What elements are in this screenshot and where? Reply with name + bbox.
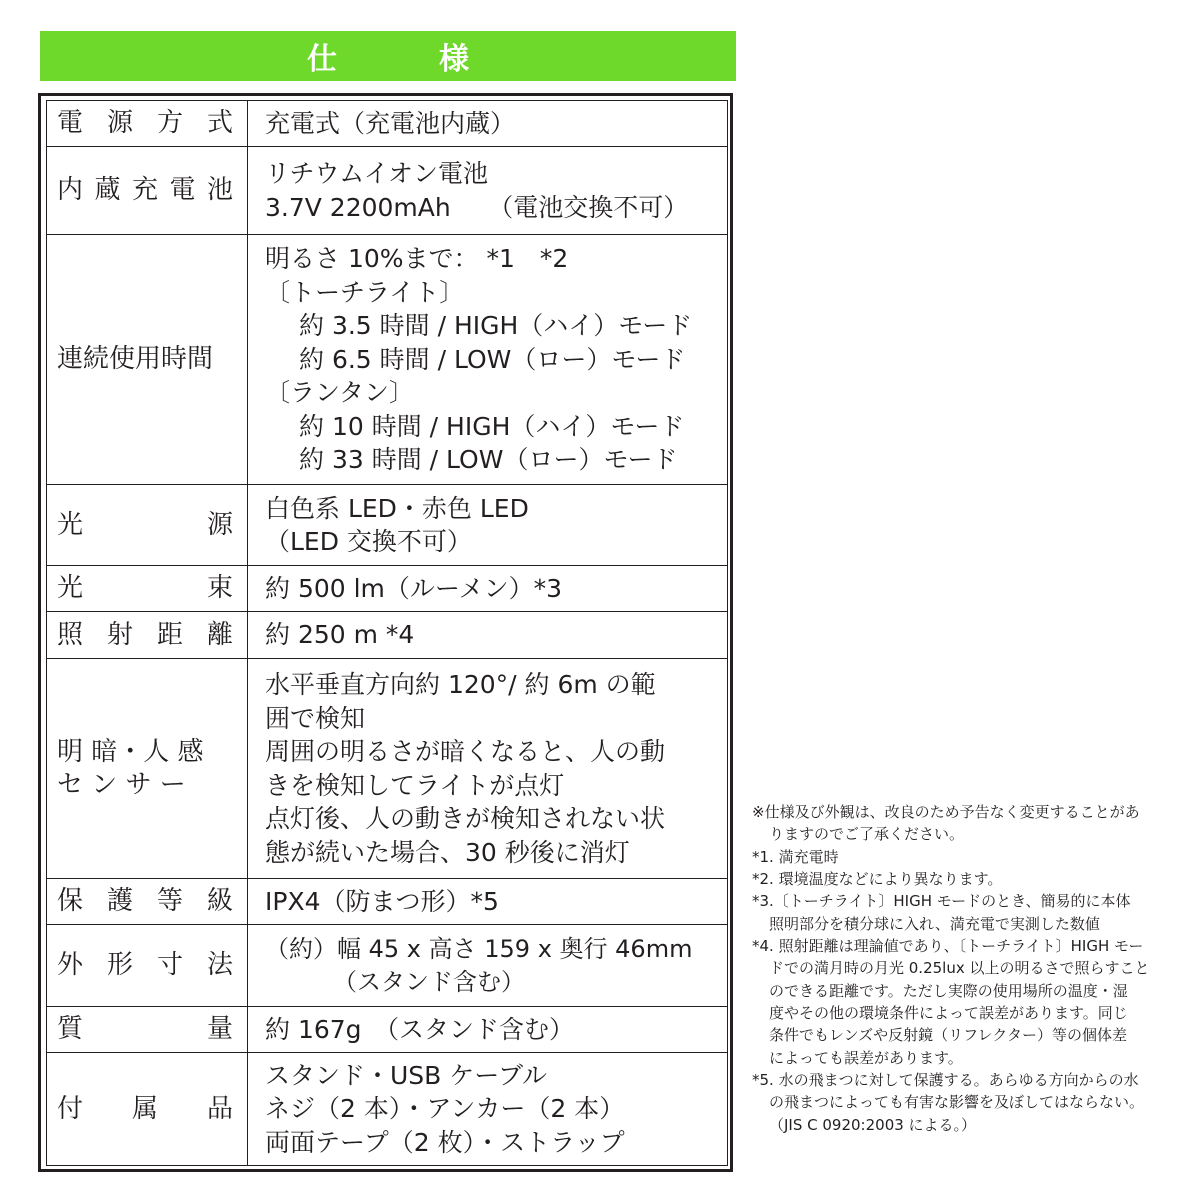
footnote: *4. 照射距離は理論値であり、〔トーチライト〕HIGH モー ドでの満月時の月光 0.25lux 以上の明るさで照らすこと のできる距離です。ただし実際の使用場所の温度・湿 度やその他の環境条件によって誤差があります。同じ 条件でもレンズや反射鏡（リフレクター）等の個体差 によっても誤差があります。: [752, 937, 1150, 1067]
row-value: IPX4（防まつ形）*5: [265, 886, 499, 916]
row-label: 連続使用時間: [47, 235, 248, 484]
spec-table: [46, 100, 728, 1166]
row-value: スタンド・USB ケーブル ネジ（2 本）・アンカー（2 本） 両面テープ（2 枚）・ストラップ: [265, 1060, 625, 1157]
spec-row-dimensions: [46, 924, 728, 1006]
row-value: リチウムイオン電池 3.7V 2200mAh （電池交換不可）: [265, 159, 689, 222]
footnote: *2. 環境温度などにより異なります。: [752, 870, 1003, 889]
row-value: 約 500 lm（ルーメン）*3: [265, 573, 563, 603]
spec-row-battery: [46, 146, 728, 234]
spec-row-weight: [46, 1006, 728, 1052]
spec-title: 仕 様: [307, 42, 505, 77]
footnote: *3.〔トーチライト〕HIGH モードのとき、簡易的に本体 照明部分を積分球に入れ、満充電で実測した数値: [752, 892, 1131, 933]
spec-row-runtime: [46, 234, 728, 484]
row-label: 外 形 寸 法: [47, 925, 248, 1006]
row-value: 明るさ 10%まで： *1 *2 〔トーチライト〕 約 3.5 時間 / HIGH（ハイ）モード 約 6.5 時間 / LOW（ロー）モード 〔ランタン〕 約 10 時間 / HIGH（ハイ）モード 約 33 時間 / LOW（ロー）モード: [265, 244, 693, 475]
row-value: 充電式（充電池内蔵）: [265, 108, 516, 138]
row-value: （約）幅 45 x 高さ 159 x 奥行 46mm （スタンド含む）: [265, 935, 693, 996]
row-label: 保 護 等 級: [47, 879, 248, 924]
row-label: 明 暗・人 感 セ ン サ ー: [47, 659, 248, 878]
spec-row-sensor: [46, 658, 728, 878]
row-label: 光 源: [47, 485, 248, 565]
row-value: 白色系 LED・赤色 LED （LED 交換不可）: [265, 493, 529, 556]
row-label: 照 射 距 離: [47, 612, 248, 658]
spec-row-protection: [46, 878, 728, 924]
spec-row-luminous-flux: [46, 565, 728, 611]
row-label: 内 蔵 充 電 池: [47, 147, 248, 234]
spec-row-accessories: [46, 1052, 728, 1166]
row-label: 電 源 方 式: [47, 101, 248, 146]
row-value: 約 250 m *4: [265, 620, 415, 650]
spec-row-power: [46, 100, 728, 146]
footnote: ※仕様及び外観は、改良のため予告なく変更することがあ りますのでご了承ください。: [752, 803, 1140, 844]
footnote: *1. 満充電時: [752, 847, 839, 866]
footnote: *5. 水の飛まつに対して保護する。あらゆる方向からの水 の飛まつによっても有害な影響を及ぼしてはならない。 （JIS C 0920:2003 による。）: [752, 1071, 1145, 1134]
footnotes: [752, 801, 1182, 1136]
row-label: 光 束: [47, 566, 248, 611]
row-value: 水平垂直方向約 120°/ 約 6m の範 囲で検知 周囲の明るさが暗くなると、人の動 きを検知してライトが点灯 点灯後、人の動きが検知されない状 態が続いた場合、30 秒後に消灯: [265, 670, 666, 867]
row-value: 約 167g （スタンド含む）: [265, 1014, 575, 1044]
spec-row-light-source: [46, 484, 728, 565]
spec-title-bar: [40, 31, 736, 81]
row-label: 付 属 品: [47, 1053, 248, 1165]
row-label: 質 量: [47, 1007, 248, 1052]
spec-row-range: [46, 611, 728, 658]
